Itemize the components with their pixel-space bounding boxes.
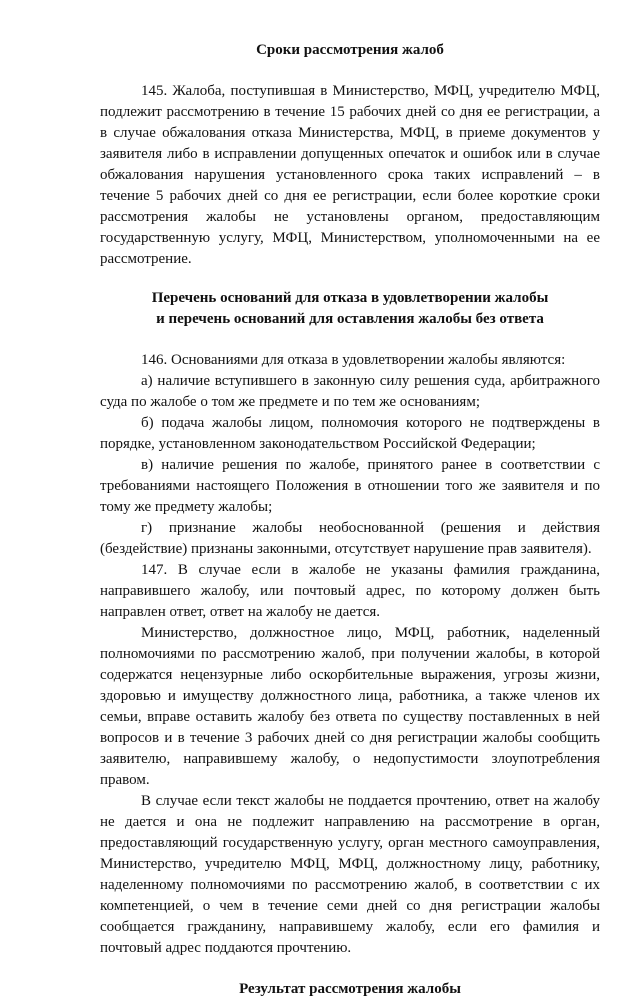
- paragraph-147-unreadable: В случае если текст жалобы не поддается прочтению, ответ на жалобу не дается и она не подлежит направлению на рассмотрение в орган, предоставляющий государственную услугу, орган местного самоуправления, Министерство, учредителю МФЦ, МФЦ, должностному лицу, работнику, наделенному полномочиями по рассмотрению жалоб, в соответствии с их компетенцией, о чем в течение семи дней со дня регистрации жалобы сообщается гражданину, направившему жалобу, если его фамилия и почтовый адрес поддаются прочтению.: [100, 793, 600, 956]
- paragraph-147-obscene: Министерство, должностное лицо, МФЦ, работник, наделенный полномочиями по рассмотрению жалоб, при получении жалобы, в которой содержатся нецензурные либо оскорбительные выражения, угрозы жизни, здоровью и имуществу должностного лица, работника, а также членов их семьи, вправе оставить жалобу без ответа по существу поставленных в ней вопросов и в течение 3 рабочих дней со дня регистрации жалобы сообщить заявителю, направившему жалобу, о недопустимости злоупотребления правом.: [100, 625, 600, 788]
- heading-line-1: Перечень оснований для отказа в удовлетворении жалобы: [151, 290, 549, 306]
- paragraph-146: 146. Основаниями для отказа в удовлетворении жалобы являются:: [141, 352, 566, 368]
- paragraph-146-d: г) признание жалобы необоснованной (решения и действия (бездействие) признаны законными, отсутствует нарушение прав заявителя).: [100, 520, 600, 557]
- paragraph-145: 145. Жалоба, поступившая в Министерство, МФЦ, учредителю МФЦ, подлежит рассмотрению в течение 15 рабочих дней со дня ее регистрации, а в случае обжалования отказа Министерства, МФЦ, в приеме документов у заявителя либо в исправлении допущенных опечаток и ошибок или в случае обжалования нарушения установленного срока таких исправлений – в течение 5 рабочих дней со дня ее регистрации, если более короткие сроки рассмотрения жалобы не установлены органом, предоставляющим государственную услугу, МФЦ, Министерством, уполномоченными на ее рассмотрение.: [100, 83, 600, 267]
- paragraph-147: 147. В случае если в жалобе не указаны фамилия гражданина, направившего жалобу, или почтовый адрес, по которому должен быть направлен ответ, ответ на жалобу не дается.: [100, 562, 600, 620]
- section-heading-review-terms: Сроки рассмотрения жалоб: [256, 42, 444, 58]
- section-heading-review-result: Результат рассмотрения жалобы: [239, 981, 461, 997]
- paragraph-146-a: а) наличие вступившего в законную силу решения суда, арбитражного суда по жалобе о том же предмете и по тем же основаниям;: [100, 373, 600, 410]
- section-heading-refusal-grounds: [100, 288, 600, 330]
- heading-line-2: и перечень оснований для оставления жалобы без ответа: [156, 311, 544, 327]
- paragraph-146-c: в) наличие решения по жалобе, принятого ранее в соответствии с требованиями настоящего Положения в отношении того же заявителя и по тому же предмету жалобы;: [100, 457, 600, 515]
- paragraph-146-b: б) подача жалобы лицом, полномочия которого не подтверждены в порядке, установленном законодательством Российской Федерации;: [100, 415, 600, 452]
